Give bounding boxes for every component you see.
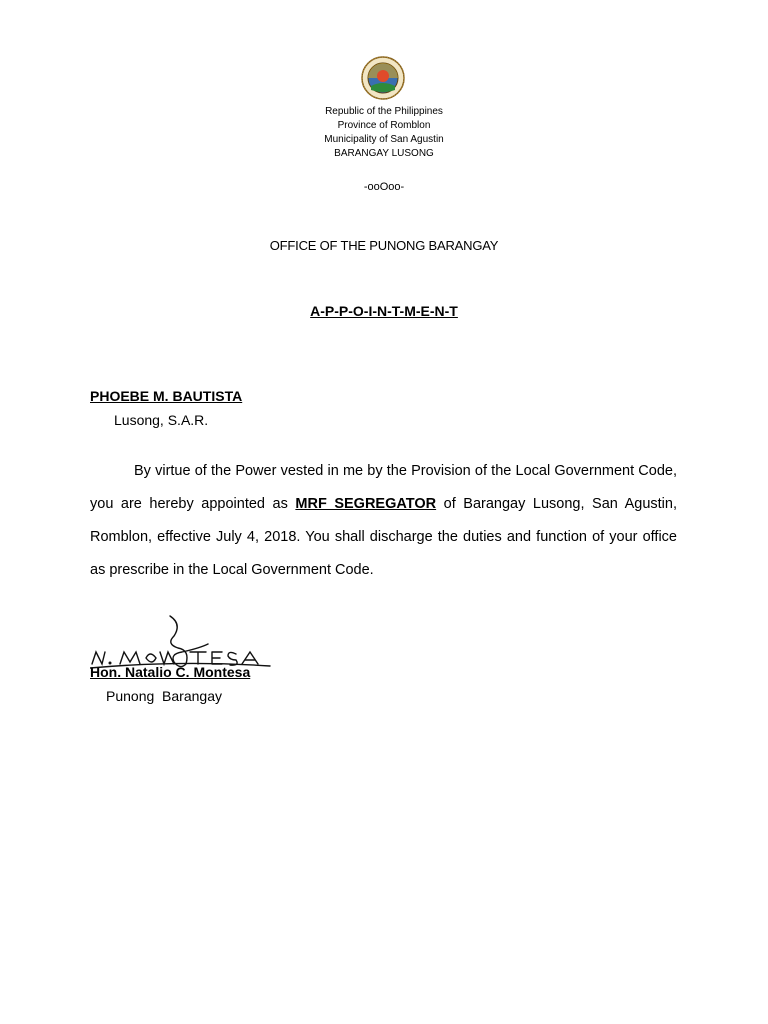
office-heading: OFFICE OF THE PUNONG BARANGAY (269, 238, 499, 253)
body-text-part1: By virtue of the Power vested in me by the Provision of the Local Government Code, you are hereby appointed as (90, 463, 677, 512)
signer-name: Hon. Natalio C. Montesa (90, 664, 251, 680)
header-barangay: BARANGAY LUSONG (334, 148, 434, 159)
appointed-position: MRF SEGREGATOR (295, 496, 437, 512)
header-republic: Republic of the Philippines (325, 106, 443, 117)
appointee-address: Lusong, S.A.R. (114, 412, 209, 428)
header-province: Province of Romblon (337, 120, 431, 131)
document-title: A-P-P-O-I-N-T-M-E-N-T (310, 303, 458, 319)
signer-title: Punong Barangay (106, 688, 222, 704)
body-text-part2: of Barangay Lusong, San Agustin, Romblon, effective July 4, 2018. You shall discharge the duties and function of your office as prescribe in the Local Government Code. (90, 496, 677, 578)
header-separator: -ooOoo- (363, 181, 405, 193)
appointee-name: PHOEBE M. BAUTISTA (90, 388, 243, 404)
header-municipality: Municipality of San Agustin (324, 134, 444, 145)
barangay-seal-logo (361, 56, 405, 100)
appointment-body (90, 455, 677, 587)
